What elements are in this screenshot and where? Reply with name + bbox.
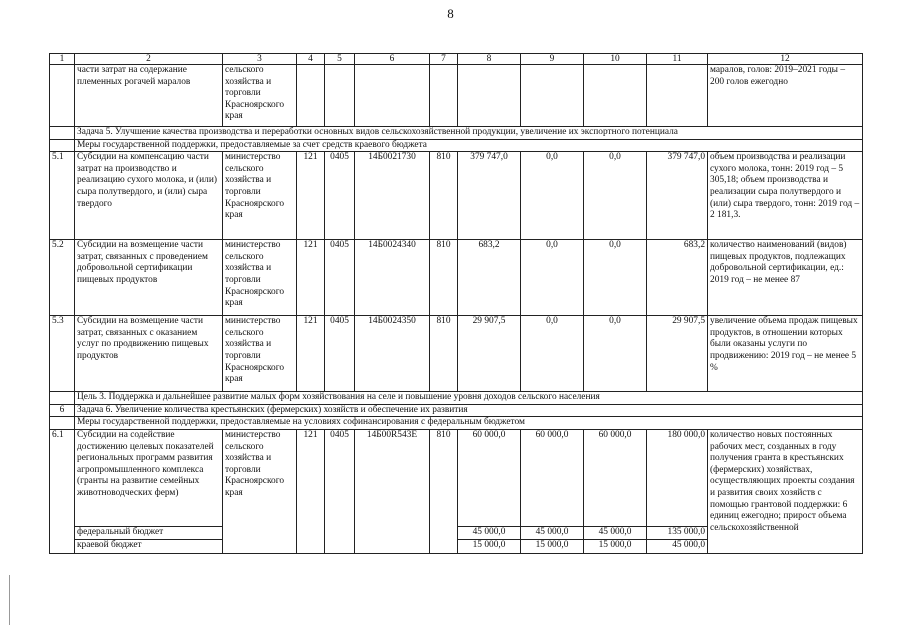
row-number: 5.3 — [50, 316, 75, 392]
header-cell: 1 — [50, 54, 75, 65]
federal-2021: 45 000,0 — [584, 526, 647, 539]
header-cell: 10 — [584, 54, 647, 65]
executor: сельского хозяйства и торговли Красноярского края — [223, 65, 297, 127]
expected-result: маралов, голов: 2019–2021 годы – 200 голов ежегодно — [708, 65, 863, 127]
program-table — [49, 53, 863, 554]
table-row — [50, 429, 863, 526]
federal-2019: 45 000,0 — [458, 526, 521, 539]
amount-2019: 29 907,5 — [458, 316, 521, 392]
header-cell: 4 — [297, 54, 325, 65]
header-cell: 9 — [521, 54, 584, 65]
expected-result: количество новых постоянных рабочих мест, созданных в году получения гранта в крестьянских (фермерских) хозяйствах, осуществляющих проекты создания и развития своих хозяйств с помощью грантовой поддержки: 6 единиц ежегодно; прирост объема сельскохозяйственной — [708, 429, 863, 553]
federal-budget-label: федеральный бюджет — [75, 526, 223, 539]
measures-regional-title: Меры государственной поддержки, предоставляемые за счет средств краевого бюджета — [75, 139, 863, 152]
header-cell: 7 — [430, 54, 458, 65]
task-6-title: Задача 6. Увеличение количества крестьянских (фермерских) хозяйств и обеспечение их развития — [75, 404, 863, 417]
expected-result: количество наименований (видов) пищевых продуктов, подлежащих добровольной сертификации, ед.: 2019 год – не менее 87 — [708, 240, 863, 316]
vr-code: 810 — [430, 152, 458, 240]
header-cell: 2 — [75, 54, 223, 65]
table-row — [50, 316, 863, 392]
header-cell: 6 — [355, 54, 430, 65]
measure-name: части затрат на содержание племенных рогачей маралов — [75, 65, 223, 127]
task-5-title: Задача 5. Улучшение качества производства и переработки основных видов сельскохозяйственной продукции, увеличение их экспортного потенциала — [75, 127, 863, 140]
amount-2020: 60 000,0 — [521, 429, 584, 526]
measure-name: Субсидии на возмещение части затрат, связанных с оказанием услуг по продвижению пищевых продуктов — [75, 316, 223, 392]
row-number: 6 — [50, 404, 75, 417]
header-row — [50, 54, 863, 65]
csr-code: 14Б00R543Е — [355, 429, 430, 526]
page-number: 8 — [447, 6, 454, 21]
amount-2021: 0,0 — [584, 152, 647, 240]
amount-2021: 60 000,0 — [584, 429, 647, 526]
regional-total: 45 000,0 — [647, 539, 708, 553]
header-cell: 11 — [647, 54, 708, 65]
header-cell: 5 — [325, 54, 355, 65]
table-row — [50, 65, 863, 127]
amount-2019: 60 000,0 — [458, 429, 521, 526]
measures-row — [50, 417, 863, 430]
expected-result: объем производства и реализации сухого молока, тонн: 2019 год – 5 305,18; объем производства и реализации сыра полутвердого и (или) сыра твердого, тонн: 2019 год – 2 181,3. — [708, 152, 863, 240]
federal-2020: 45 000,0 — [521, 526, 584, 539]
amount-2020: 0,0 — [521, 152, 584, 240]
federal-total: 135 000,0 — [647, 526, 708, 539]
header-cell: 3 — [223, 54, 297, 65]
csr-code: 14Б0024340 — [355, 240, 430, 316]
amount-total: 180 000,0 — [647, 429, 708, 526]
regional-budget-label: краевой бюджет — [75, 539, 223, 553]
goal-row — [50, 392, 863, 405]
header-cell: 12 — [708, 54, 863, 65]
amount-2020: 0,0 — [521, 316, 584, 392]
amount-total: 29 907,5 — [647, 316, 708, 392]
vr-code: 810 — [430, 240, 458, 316]
vr-code: 810 — [430, 429, 458, 526]
rzpr-code: 0405 — [325, 152, 355, 240]
csr-code: 14Б0024350 — [355, 316, 430, 392]
amount-2019: 683,2 — [458, 240, 521, 316]
grbs-code: 121 — [297, 240, 325, 316]
row-number: 5.2 — [50, 240, 75, 316]
regional-2020: 15 000,0 — [521, 539, 584, 553]
amount-2021: 0,0 — [584, 316, 647, 392]
rzpr-code: 0405 — [325, 240, 355, 316]
amount-2019: 379 747,0 — [458, 152, 521, 240]
executor: министерство сельского хозяйства и торговли Красноярского края — [223, 316, 297, 392]
executor: министерство сельского хозяйства и торговли Красноярского края — [223, 429, 297, 526]
amount-2021: 0,0 — [584, 240, 647, 316]
rzpr-code: 0405 — [325, 316, 355, 392]
measure-name: Субсидии на возмещение части затрат, связанных с проведением добровольной сертификации пищевых продуктов — [75, 240, 223, 316]
table-row — [50, 240, 863, 316]
regional-2021: 15 000,0 — [584, 539, 647, 553]
measure-name: Субсидии на компенсацию части затрат на производство и реализацию сухого молока, и (или) сыра полутвердого, и (или) сыра твердого — [75, 152, 223, 240]
amount-total: 379 747,0 — [647, 152, 708, 240]
vr-code: 810 — [430, 316, 458, 392]
executor: министерство сельского хозяйства и торговли Красноярского края — [223, 240, 297, 316]
grbs-code: 121 — [297, 152, 325, 240]
rzpr-code: 0405 — [325, 429, 355, 526]
table-row — [50, 152, 863, 240]
csr-code: 14Б0021730 — [355, 152, 430, 240]
task-row — [50, 127, 863, 140]
executor: министерство сельского хозяйства и торговли Красноярского края — [223, 152, 297, 240]
measures-federal-title: Меры государственной поддержки, предоставляемые на условиях софинансирования с федеральным бюджетом — [75, 417, 863, 430]
grbs-code: 121 — [297, 429, 325, 526]
row-number: 6.1 — [50, 429, 75, 526]
measure-name: Субсидии на содействие достижению целевых показателей региональных программ развития агропромышленного комплекса (гранты на развитие семейных животноводческих ферм) — [75, 429, 223, 526]
row-number: 5.1 — [50, 152, 75, 240]
amount-total: 683,2 — [647, 240, 708, 316]
header-cell: 8 — [458, 54, 521, 65]
scan-margin-mark — [9, 575, 10, 625]
regional-2019: 15 000,0 — [458, 539, 521, 553]
grbs-code: 121 — [297, 316, 325, 392]
expected-result: увеличение объема продаж пищевых продуктов, в отношении которых были оказаны услуги по продвижению: 2019 год – не менее 5 % — [708, 316, 863, 392]
measures-row — [50, 139, 863, 152]
amount-2020: 0,0 — [521, 240, 584, 316]
task-row — [50, 404, 863, 417]
goal-3-title: Цель 3. Поддержка и дальнейшее развитие малых форм хозяйствования на селе и повышение уровня доходов сельского населения — [75, 392, 863, 405]
